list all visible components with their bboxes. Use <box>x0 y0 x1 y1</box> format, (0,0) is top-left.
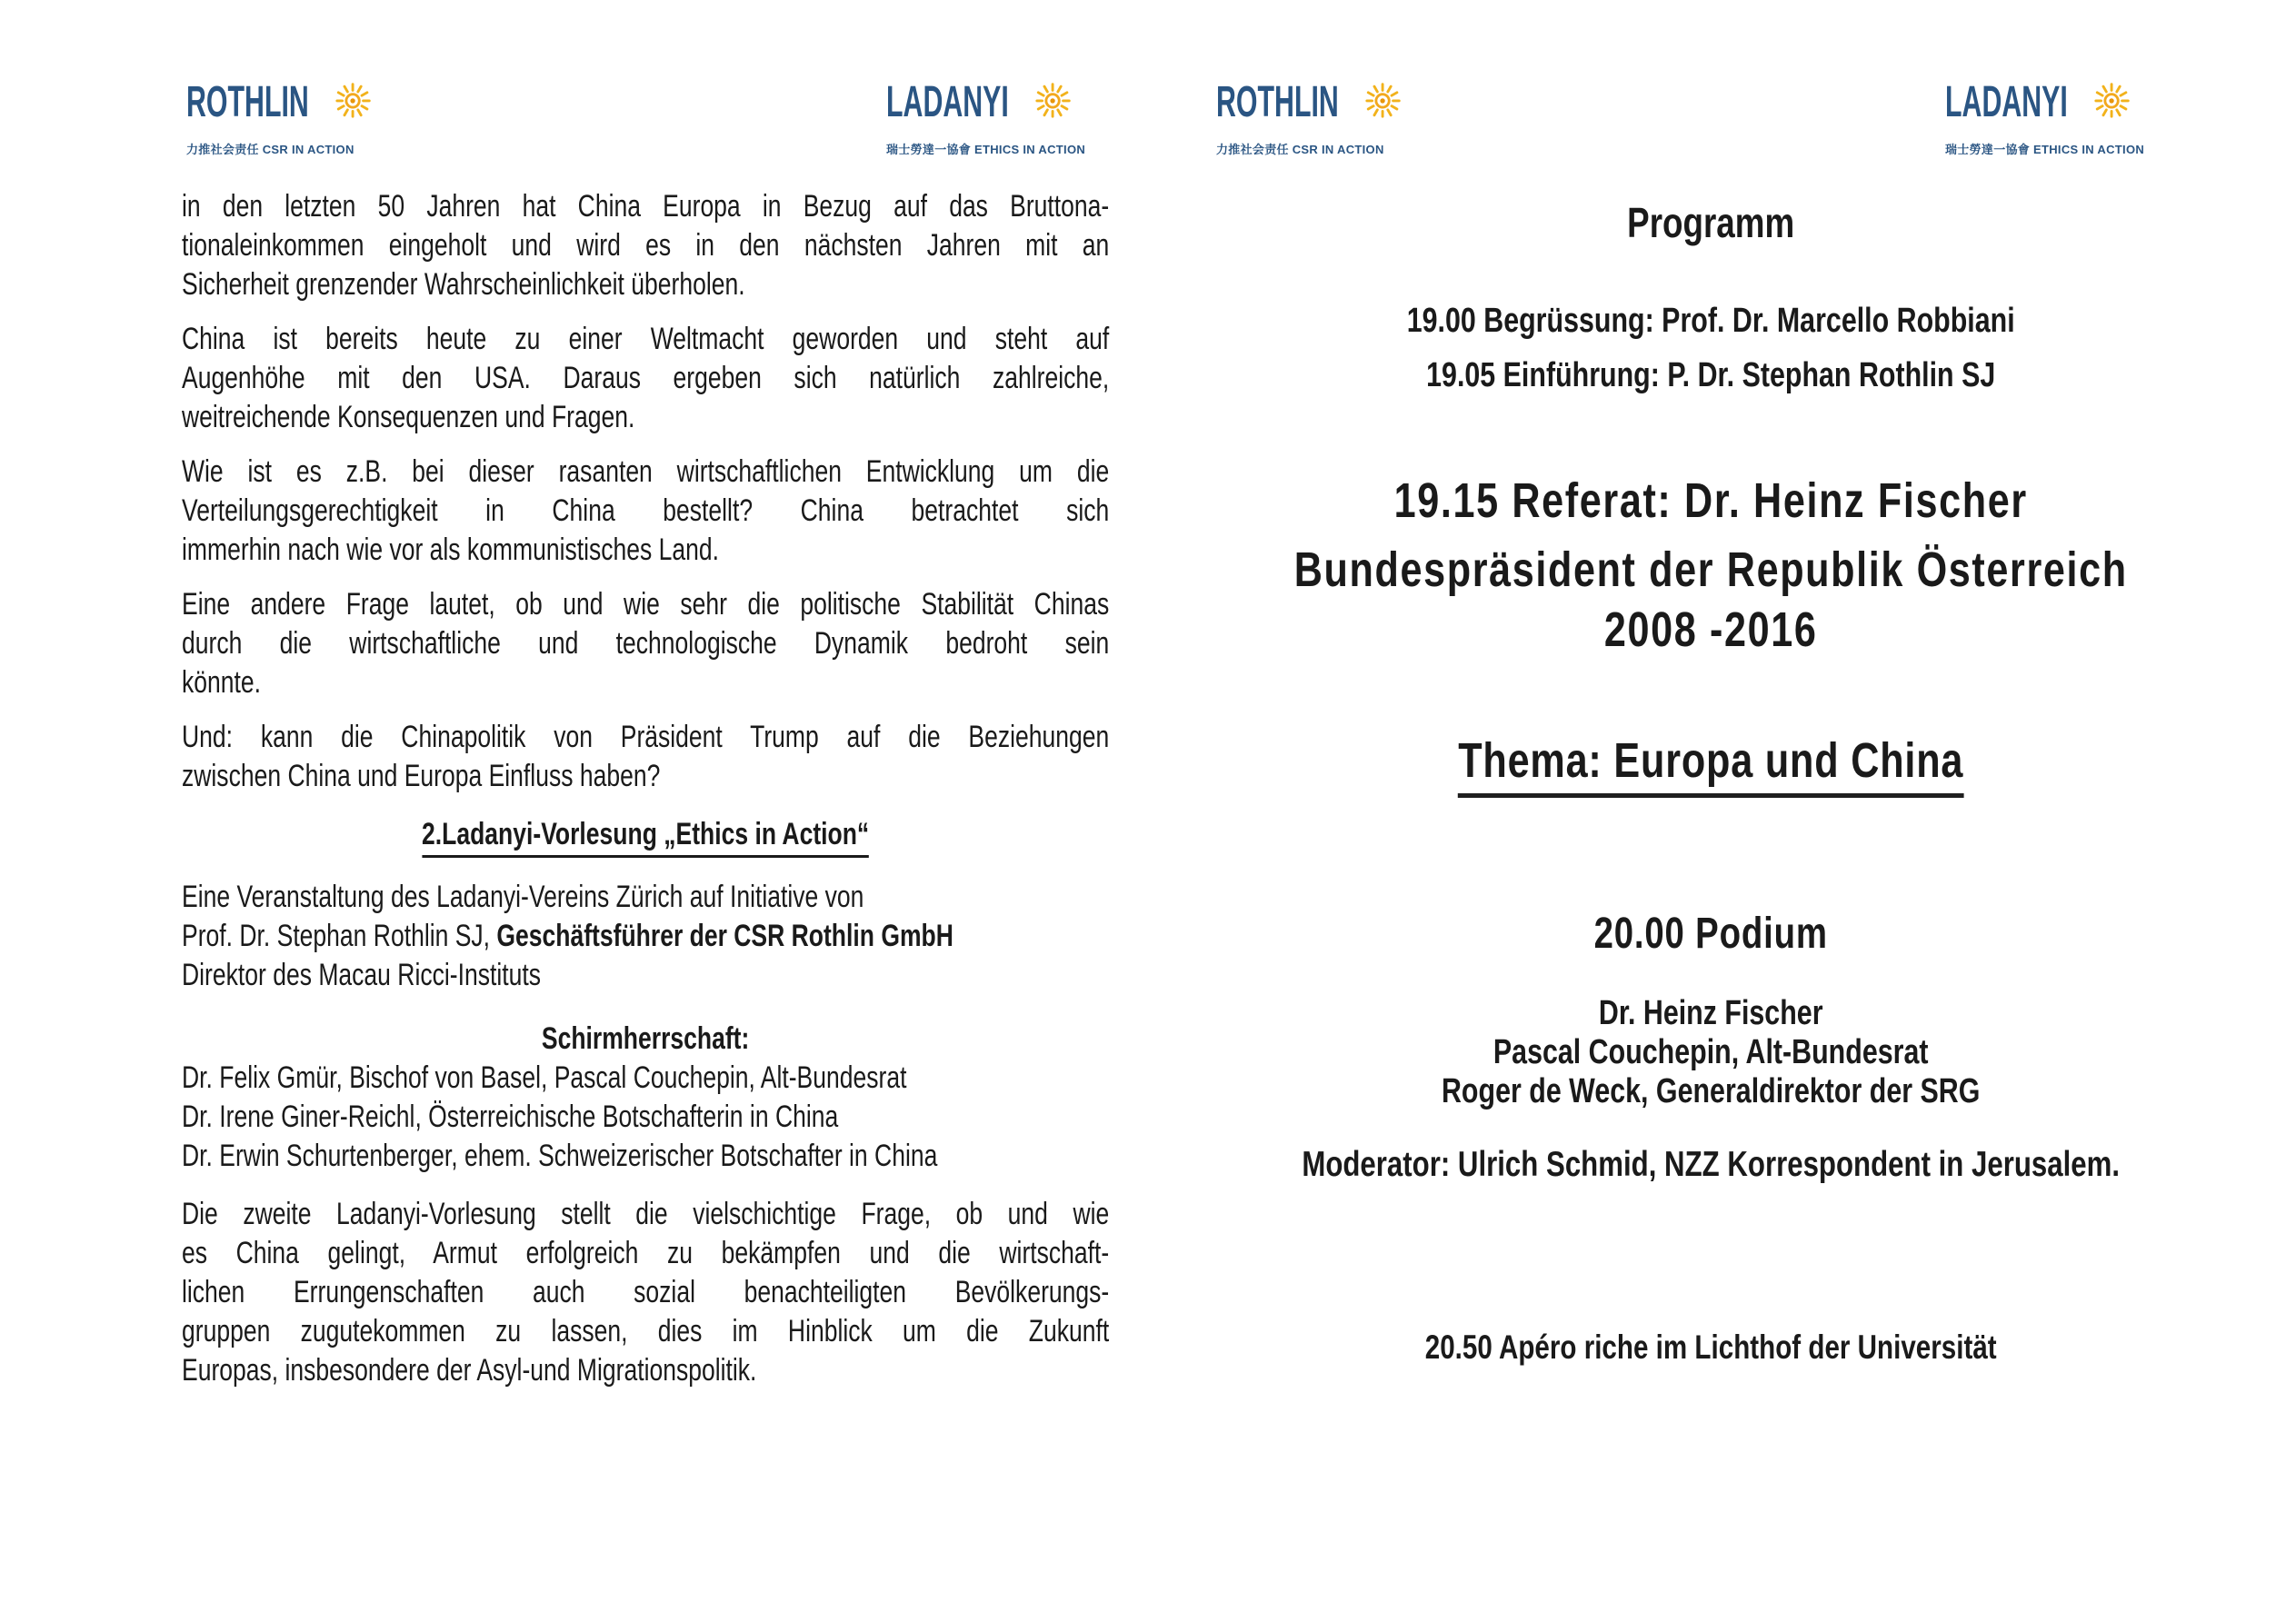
text-line: Wie ist es z.B. bei dieser rasanten wirtschaftlichen Entwicklung um die <box>182 454 1110 489</box>
text-line: immerhin nach wie vor als kommunistisches Land. <box>182 532 720 567</box>
intro-paragraph-3 <box>182 453 1109 570</box>
text-line: China ist bereits heute zu einer Weltmacht geworden und steht auf <box>182 322 1110 356</box>
rothlin-logo-tagline: 力推社会责任 CSR IN ACTION <box>1216 143 1384 156</box>
podium-heading: 20.00 Podium <box>1593 910 1828 958</box>
text-line: Verteilungsgerechtigkeit in China bestellt? China betrachtet sich <box>182 493 1110 528</box>
patron-line: Dr. Erwin Schurtenberger, ehem. Schweizerischer Botschafter in China <box>182 1139 938 1173</box>
ladanyi-logo-wordmark: LADANYI <box>886 77 1009 126</box>
text-line: Europas, insbesondere der Asyl-und Migrationspolitik. <box>182 1353 757 1388</box>
text-line <box>182 917 1109 956</box>
rothlin-logo-wordmark: ROTHLIN <box>186 77 309 126</box>
rothlin-logo <box>186 77 375 157</box>
organizer-paragraph <box>182 878 1109 995</box>
text-line: Sicherheit grenzender Wahrscheinlichkeit überholen. <box>182 267 745 302</box>
schedule-begruessung: 19.00 Begrüssung: Prof. Dr. Marcello Robbiani <box>1406 302 2015 340</box>
left-page-body <box>182 187 1109 1406</box>
text-line: Direktor des Macau Ricci-Instituts <box>182 958 541 992</box>
ladanyi-logo-tagline: 瑞士勞達一協會 ETHICS IN ACTION <box>1945 143 2145 156</box>
podium-participant: Roger de Weck, Generaldirektor der SRG <box>1441 1072 1981 1110</box>
keynote-years: 2008 -2016 <box>1603 602 1818 657</box>
intro-paragraph-1 <box>182 187 1109 304</box>
moderator-line: Moderator: Ulrich Schmid, NZZ Korrespondent in Jerusalem. <box>1302 1145 2121 1184</box>
ladanyi-logo <box>886 77 1086 157</box>
text-line: in den letzten 50 Jahren hat China Europa in Bezug auf das Bruttona- <box>182 189 1110 224</box>
sun-icon <box>1033 78 1075 120</box>
text-line: tionaleinkommen eingeholt und wird es in den nächsten Jahren mit an <box>182 228 1110 263</box>
text-line: es China gelingt, Armut erfolgreich zu bekämpfen und die wirtschaft- <box>182 1236 1110 1270</box>
program-title: Programm <box>1627 199 1795 246</box>
text-line: Eine Veranstaltung des Ladanyi-Vereins Zürich auf Initiative von <box>182 880 864 914</box>
text-line: Die zweite Ladanyi-Vorlesung stellt die vielschichtige Frage, ob und wie <box>182 1197 1110 1231</box>
text-line: durch die wirtschaftliche und technologische Dynamik bedroht sein <box>182 626 1110 661</box>
closing-paragraph <box>182 1195 1109 1390</box>
patronage-section <box>182 1020 1109 1176</box>
text-line: gruppen zugutekommen zu lassen, dies im Hinblick um die Zukunft <box>182 1314 1110 1348</box>
rothlin-logo-tagline: 力推社会责任 CSR IN ACTION <box>186 143 354 156</box>
intro-paragraph-2 <box>182 320 1109 437</box>
organizer-name: Prof. Dr. Stephan Rothlin SJ, <box>182 919 497 953</box>
theme-heading <box>1148 732 2273 798</box>
apero-line: 20.50 Apéro riche im Lichthof der Universität <box>1424 1328 1997 1366</box>
rothlin-logo-wordmark: ROTHLIN <box>1216 77 1339 126</box>
text-line: könnte. <box>182 665 261 700</box>
text-line: Und: kann die Chinapolitik von Präsident Trump auf die Beziehungen <box>182 720 1110 754</box>
ladanyi-logo-wordmark: LADANYI <box>1945 77 2068 126</box>
keynote-referat-line: 19.15 Referat: Dr. Heinz Fischer <box>1393 473 2028 528</box>
text-line: weitreichende Konsequenzen und Fragen. <box>182 400 635 434</box>
intro-paragraph-5 <box>182 718 1109 796</box>
text-line: Eine andere Frage lautet, ob und wie sehr die politische Stabilität Chinas <box>182 587 1110 622</box>
patron-line: Dr. Felix Gmür, Bischof von Basel, Pascal Couchepin, Alt-Bundesrat <box>182 1060 907 1095</box>
text-line: Augenhöhe mit den USA. Daraus ergeben sich natürlich zahlreiche, <box>182 361 1110 395</box>
patronage-heading: Schirmherrschaft: <box>541 1021 750 1056</box>
lecture-title-text: 2.Ladanyi-Vorlesung „Ethics in Action“ <box>422 815 869 858</box>
text-line: zwischen China und Europa Einfluss haben? <box>182 759 661 793</box>
text-line: lichen Errungenschaften auch sozial benachteiligten Bevölkerungs- <box>182 1275 1110 1309</box>
organizer-role-bold: Geschäftsführer der CSR Rothlin GmbH <box>496 919 953 953</box>
right-page <box>1148 0 2296 1622</box>
program-body <box>1148 0 2273 1622</box>
intro-paragraph-4 <box>182 585 1109 702</box>
podium-participant: Pascal Couchepin, Alt-Bundesrat <box>1492 1033 1929 1071</box>
ladanyi-logo-tagline: 瑞士勞達一協會 ETHICS IN ACTION <box>886 143 1086 156</box>
schedule-einfuehrung: 19.05 Einführung: P. Dr. Stephan Rothlin SJ <box>1426 356 1996 394</box>
keynote-speaker-title: Bundespräsident der Republik Österreich <box>1293 542 2128 597</box>
sun-icon <box>334 78 375 120</box>
theme-text: Thema: Europa und China <box>1458 732 1963 798</box>
podium-participant: Dr. Heinz Fischer <box>1598 994 1823 1032</box>
patron-line: Dr. Irene Giner-Reichl, Österreichische Botschafterin in China <box>182 1100 839 1134</box>
lecture-title-heading <box>182 815 1109 858</box>
